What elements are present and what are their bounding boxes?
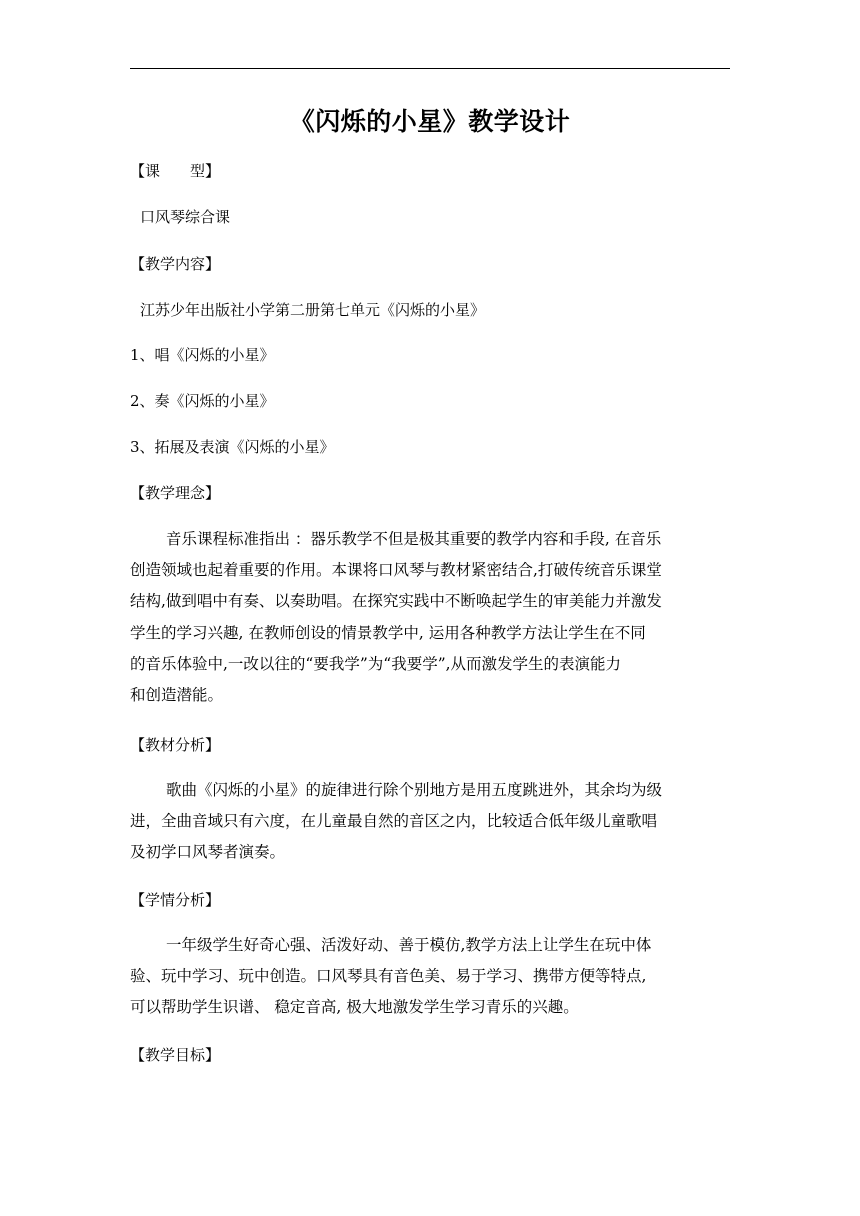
header-rule (130, 68, 730, 69)
student-analysis-line: 可以帮助学生识谱、 稳定音高, 极大地激发学生学习青乐的兴趣。 (130, 998, 579, 1017)
philosophy-line: 音乐课程标准指出 ：器乐教学不但是极其重要的教学内容和手段, 在音乐 (166, 530, 662, 548)
content-item-2: 2、奏《闪烁的小星》 (130, 392, 275, 410)
content-item-1: 1、唱《闪烁的小星》 (130, 346, 275, 364)
student-analysis-line: 验、玩中学习、玩中创造。口风琴具有音色美、易于学习、携带方便等特点, (130, 967, 647, 986)
material-analysis-paragraph (130, 775, 730, 869)
section-heading-content: 【教学内容】 (130, 255, 221, 273)
philosophy-line: 创造领域也起着重要的作用。本课将口风琴与教材紧密结合,打破传统音乐课堂 (130, 561, 662, 580)
philosophy-line: 的音乐体验中,一改以往的“要我学”为“我要学”,从而激发学生的表演能力 (130, 654, 622, 673)
philosophy-paragraph (130, 524, 730, 711)
content-source-text: 江苏少年出版社小学第二册第七单元《闪烁的小星》 (140, 301, 486, 319)
philosophy-line: 学生的学习兴趣, 在教师创设的情景教学中, 运用各种教学方法让学生在不同 (130, 623, 646, 642)
section-heading-philosophy: 【教学理念】 (130, 484, 221, 502)
student-analysis-paragraph (130, 930, 730, 1024)
section-heading-material-analysis: 【教材分析】 (130, 736, 221, 754)
material-analysis-line: 及初学口风琴者演奏。 (130, 843, 286, 862)
section-heading-objectives: 【教学目标】 (130, 1046, 221, 1064)
course-type-text: 口风琴综合课 (140, 208, 231, 226)
philosophy-line: 和创造潜能。 (130, 685, 224, 704)
content-item-3: 3、拓展及表演《闪烁的小星》 (130, 438, 335, 456)
material-analysis-line: 歌曲《闪烁的小星》的旋律进行除个别地方是用五度跳进外，其余均为级 (166, 781, 663, 799)
section-heading-student-analysis: 【学情分析】 (130, 891, 221, 909)
section-heading-course-type: 【课 型】 (130, 162, 221, 180)
material-analysis-line: 进，全曲音域只有六度，在儿童最自然的音区之内，比较适合低年级儿童歌唱 (130, 812, 658, 831)
document-title: 《闪烁的小星》教学设计 (289, 107, 571, 136)
student-analysis-line: 一年级学生好奇心强、活泼好动、善于模仿,教学方法上让学生在玩中体 (166, 936, 652, 954)
philosophy-line: 结构,做到唱中有奏、以奏助唱。在探究实践中不断唤起学生的审美能力并激发 (130, 592, 662, 611)
